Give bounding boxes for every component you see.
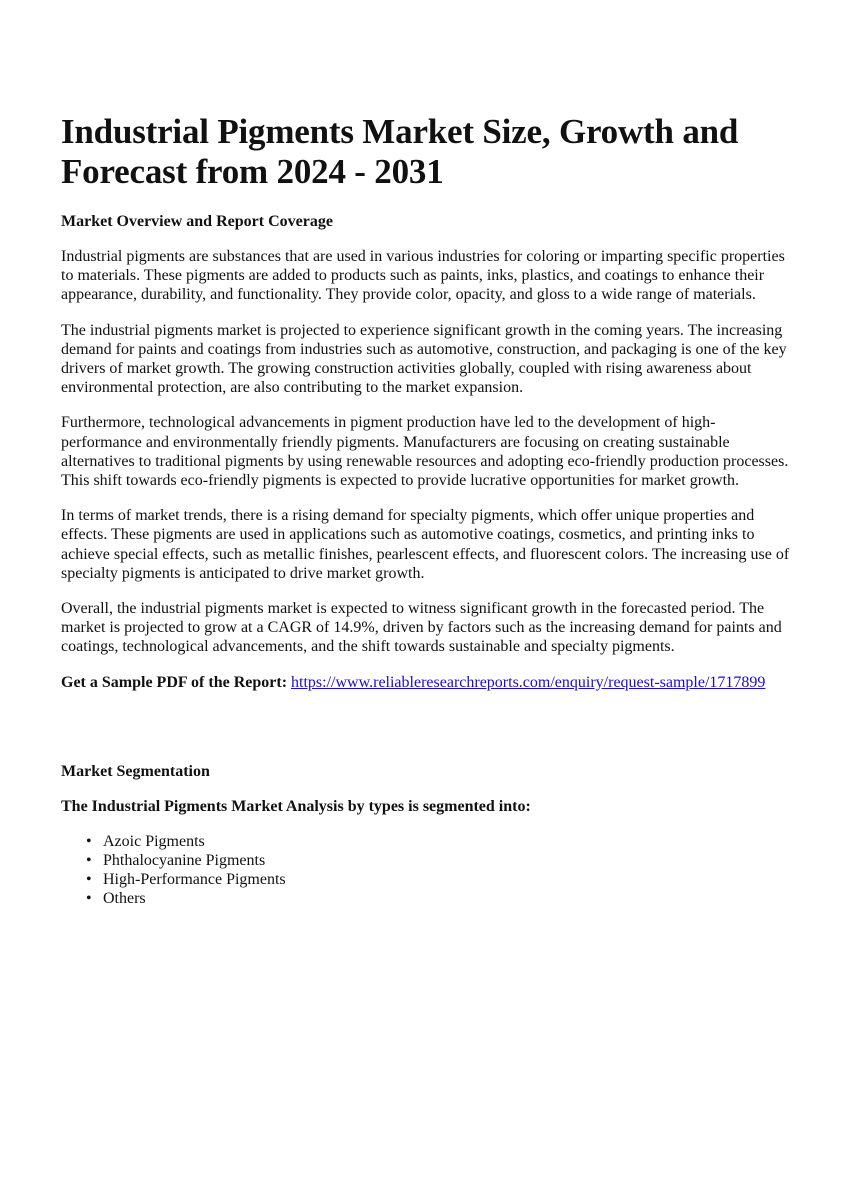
bullet-icon: •	[86, 832, 92, 850]
document-page	[61, 112, 791, 909]
paragraph-definition: Industrial pigments are substances that are used in various industries for coloring or imparting specific properties to materials. These pigments are added to products such as paints, inks, plastics, and coatings to enhance their appearance, durability, and functionality. They provide color, opacity, and gloss to a wide range of materials.	[61, 248, 785, 304]
paragraph-technology: Furthermore, technological advancements in pigment production have led to the development of high-performance and environmentally friendly pigments. Manufacturers are focusing on creating sustainable alternatives to traditional pigments by using renewable resources and adopting eco-friendly production processes. This shift towards eco-friendly pigments is expected to provide lucrative opportunities for market growth.	[61, 414, 789, 490]
segmentation-heading: Market Segmentation	[61, 762, 210, 780]
list-item	[86, 870, 791, 889]
list-item-label: Phthalocyanine Pigments	[103, 852, 266, 870]
list-item	[86, 889, 791, 908]
list-item	[86, 851, 791, 870]
list-item-label: High-Performance Pigments	[103, 871, 286, 889]
paragraph-growth-drivers: The industrial pigments market is projected to experience significant growth in the coming years. The increasing demand for paints and coatings from industries such as automotive, construction, and packaging is one of the key drivers of market growth. The growing construction activities globally, coupled with rising awareness about environmental protection, are also contributing to the market expansion.	[61, 321, 787, 397]
types-list	[61, 832, 791, 909]
sample-pdf-line	[61, 673, 791, 692]
bullet-icon: •	[86, 852, 92, 870]
paragraph-trends: In terms of market trends, there is a rising demand for specialty pigments, which offer unique properties and effects. These pigments are used in applications such as automotive coatings, cosmetics, and printing inks to achieve special effects, such as metallic finishes, pearlescent effects, and fluorescent colors. The increasing use of specialty pigments is anticipated to drive market growth.	[61, 507, 790, 582]
list-item	[86, 832, 791, 851]
sample-pdf-link[interactable]: https://www.reliableresearchreports.com/enquiry/request-sample/1717899	[291, 673, 766, 691]
document-title: Industrial Pigments Market Size, Growth and Forecast from 2024 - 2031	[61, 112, 739, 191]
overview-heading: Market Overview and Report Coverage	[61, 213, 333, 230]
types-heading: The Industrial Pigments Market Analysis by types is segmented into:	[61, 797, 531, 815]
sample-pdf-label: Get a Sample PDF of the Report:	[61, 673, 288, 691]
paragraph-overall: Overall, the industrial pigments market is expected to witness significant growth in the forecasted period. The market is projected to grow at a CAGR of 14.9%, driven by factors such as the increasing demand for paints and coatings, technological advancements, and the shift towards sustainable and specialty pigments.	[61, 600, 782, 656]
list-item-label: Others	[103, 890, 146, 908]
bullet-icon: •	[86, 871, 92, 889]
bullet-icon: •	[86, 890, 92, 908]
list-item-label: Azoic Pigments	[103, 832, 205, 850]
